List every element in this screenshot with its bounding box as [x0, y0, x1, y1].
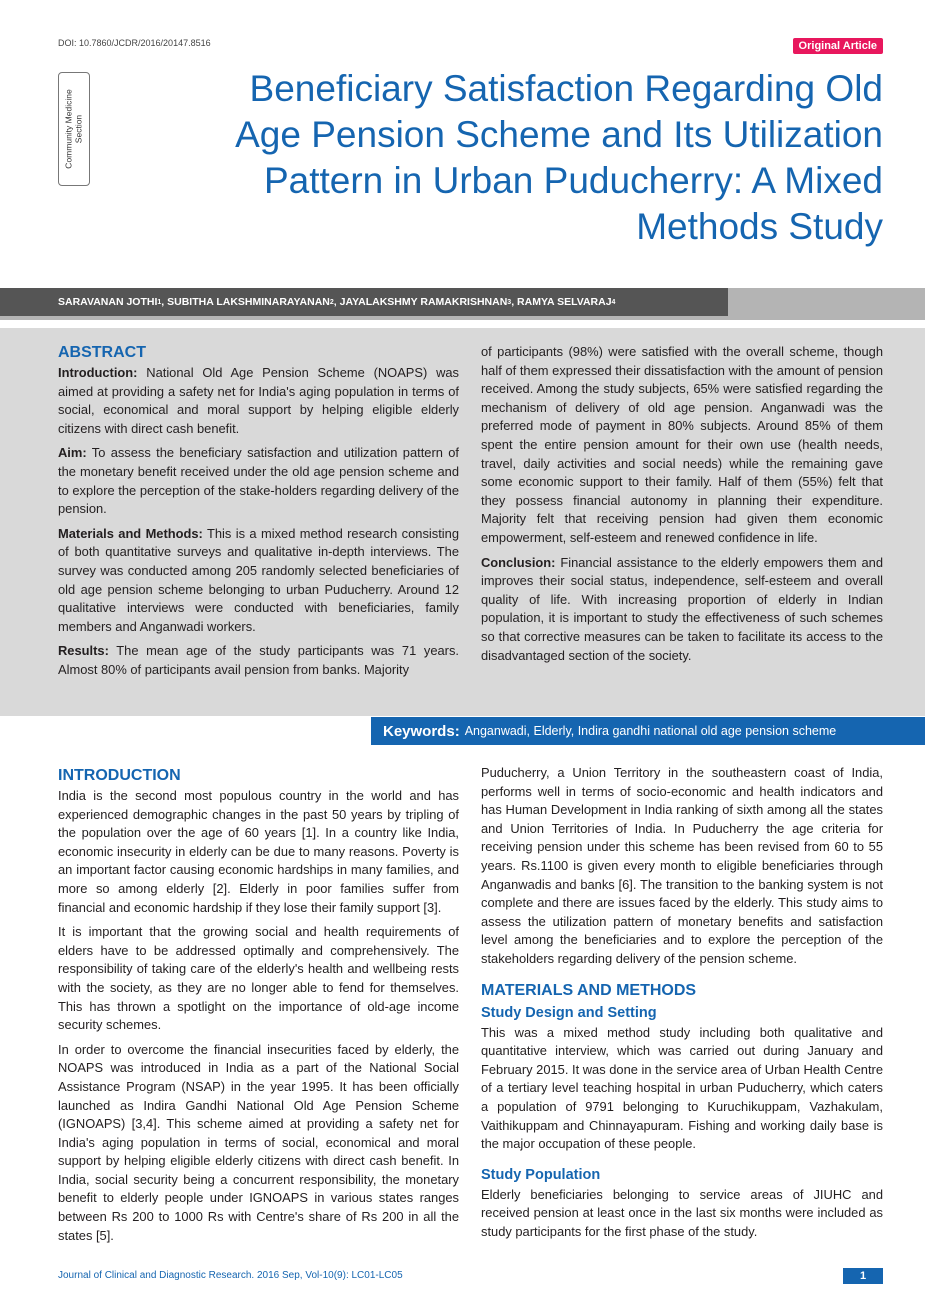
- introduction-heading: INTRODUCTION: [58, 767, 181, 784]
- body-left-column: [58, 766, 459, 1246]
- abstract-label: Aim:: [58, 445, 87, 461]
- body-paragraph: It is important that the growing social and health requirements of elders have to be addressed optimally and comprehensively. The responsibility of taking care of the elderly's health and wellbeing rests with the society, as they are no longer able to fend for themselves. This has thrown a spotlight on the importance of old-age income security schemes.: [58, 924, 459, 1033]
- section-label-line-2: Section: [74, 114, 84, 144]
- doi-text: DOI: 10.7860/JCDR/2016/20147.8516: [58, 38, 211, 48]
- body-paragraph: Elderly beneficiaries belonging to service areas of JIUHC and received pension at least once in the last six months were included as study participants for the first phase of the study.: [481, 1186, 883, 1239]
- section-label: [58, 72, 90, 186]
- article-type-badge: Original Article: [793, 38, 883, 54]
- author-bar: SARAVANAN JOTHI 1 , SUBITHA LAKSHMINARAYANAN 2 , JAYALAKSHMY RAMAKRISHNAN 3 , RAMYA SELVARAJ 4: [0, 288, 728, 316]
- abstract-left-column: [58, 343, 459, 681]
- author-affiliation: 2: [329, 298, 334, 306]
- abstract-heading: ABSTRACT: [58, 344, 146, 361]
- abstract-label: Conclusion:: [481, 554, 556, 570]
- abstract-aim: [58, 444, 459, 518]
- section-label-line-1: Community Medicine: [64, 89, 74, 169]
- abstract-text: This is a mixed method research consisting of both quantitative surveys and qualitative in-depth interviews. The survey was conducted among 205 randomly selected beneficiaries of old age pension scheme belonging to urban Puducherry. Around 12 qualitative interviews were conducted with beneficiaries, family members and Anganwadi workers.: [58, 525, 459, 634]
- abstract-text: Financial assistance to the elderly empowers them and improves their social status, independence, self-esteem and overall quality of life. With increasing proportion of elderly in Indian population, it is important to study the effectiveness of such schemes so that corrective measures can be taken to facilitate its access to the disadvantaged section of the society.: [481, 554, 883, 663]
- body-paragraph: India is the second most populous country in the world and has experienced demographic changes in the past 50 years by tripling of the population over the age of 60 years [1]. In a country like India, economic insecurity in elderly can be due to many reasons. Poverty is an important factor causing economic hardships in many families, and more so among elderly [2]. Elderly in poor families suffer from financial and economic hardship if they lose their family support [3].: [58, 788, 459, 915]
- author-name: RAMYA SELVARAJ: [517, 296, 612, 308]
- abstract-right-column: [481, 343, 883, 666]
- body-paragraph: Puducherry, a Union Territory in the southeastern coast of India, performs well in terms of socio-economic and health indicators and has Human Development in India ranking of sixth among all the states and Union Territories of India. In Puducherry the age criteria for receiving pension under this scheme has been revised from 60 to 55 years. Rs.1100 is given every month to eligible beneficiaries through Anganwadis and banks [6]. The transition to the banking system is not complete and there are issues faced by the elderly. This study aims to assess the utilization pattern of monetary benefits and satisfaction level among the beneficiaries and to explore the perception of the stakeholders regarding delivery of the pension scheme.: [481, 765, 883, 966]
- body-right-column: [481, 764, 883, 1242]
- abstract-label: Results:: [58, 643, 109, 659]
- page-number: 1: [843, 1268, 883, 1284]
- keywords-label: Keywords:: [383, 722, 460, 740]
- author-affiliation: 3: [507, 298, 512, 306]
- abstract-results-continued: of participants (98%) were satisfied with the overall scheme, though half of them expressed their dissatisfaction with the amount of pension received. Among the study subjects, 65% were satisfied regarding the mechanism of delivery of old age pension. Anganwadi was the preferred mode of payment in 80% subjects. Around 85% of them spent the entire pension amount for their own use (health needs, travel, daily activities and social needs) while the remaining gave some economic support to their family. Half of them (55%) felt that they possess financial autonomy in planning their expenditure. Majority felt that receiving pension had given them economic empowerment, self-esteem and renewed confidence in life.: [481, 344, 883, 545]
- study-design-heading: Study Design and Setting: [481, 1004, 657, 1021]
- keywords-bar: [371, 717, 925, 745]
- abstract-methods: [58, 525, 459, 637]
- study-population-heading: Study Population: [481, 1166, 601, 1183]
- author-affiliation: 1: [157, 298, 162, 306]
- abstract-label: Introduction:: [58, 365, 138, 380]
- author-name: SUBITHA LAKSHMINARAYANAN: [167, 296, 330, 308]
- abstract-conclusion: [481, 554, 883, 666]
- author-name: JAYALAKSHMY RAMAKRISHNAN: [339, 296, 508, 308]
- author-name: SARAVANAN JOTHI: [58, 296, 158, 308]
- abstract-label: Materials and Methods:: [58, 525, 203, 541]
- keywords-text: Anganwadi, Elderly, Indira gandhi national old age pension scheme: [464, 724, 837, 738]
- journal-footer: Journal of Clinical and Diagnostic Research. 2016 Sep, Vol-10(9): LC01-LC05: [58, 1270, 403, 1281]
- methods-heading: MATERIALS AND METHODS: [481, 981, 697, 999]
- abstract-text: National Old Age Pension Scheme (NOAPS) was aimed at providing a safety net for India's aging population in terms of social, economical and moral support by helping eligible elderly citizens with direct cash benefit.: [58, 365, 459, 436]
- body-paragraph: This was a mixed method study including both qualitative and quantitative interview, which was carried out during January and February 2015. It was done in the service area of Urban Health Centre of a tertiary level teaching hospital in urban Puducherry, which caters a population of 9791 belonging to Kuruchikuppam, Vazhakulam, Vaithikuppam and Chinnayapuram. Fishing and working daily base is the major occupation of these people.: [481, 1024, 883, 1152]
- abstract-text: The mean age of the study participants was 71 years. Almost 80% of participants avail pension from banks. Majority: [58, 643, 459, 677]
- body-paragraph: In order to overcome the financial insecurities faced by elderly, the NOAPS was introduced in India as a part of the National Social Assistance Program (NSAP) in the year 1995. It has been officially launched as Indira Gandhi National Old Age Pension Scheme (IGNOAPS) [3,4]. This scheme aimed at providing a safety net for India's aging population in terms of social, economical and moral support by helping eligible elderly citizens with direct cash benefit. In India, social security being a concurrent responsibility, the monetary benefit to elderly people under IGNOAPS in various states ranges between Rs 200 to 1000 Rs with Centre's share of Rs 200 in all the states [5].: [58, 1041, 459, 1243]
- abstract-results: [58, 642, 459, 679]
- article-title: Beneficiary Satisfaction Regarding Old Age Pension Scheme and Its Utilization Pattern in Urban Puducherry: A Mixed Methods Study: [235, 68, 883, 247]
- abstract-text: To assess the beneficiary satisfaction and utilization pattern of the monetary benefit received under the old age pension scheme and to explore the perception of the stake-holders regarding delivery of the pension.: [58, 445, 459, 517]
- author-affiliation: 4: [611, 298, 616, 306]
- abstract-introduction: [58, 364, 459, 438]
